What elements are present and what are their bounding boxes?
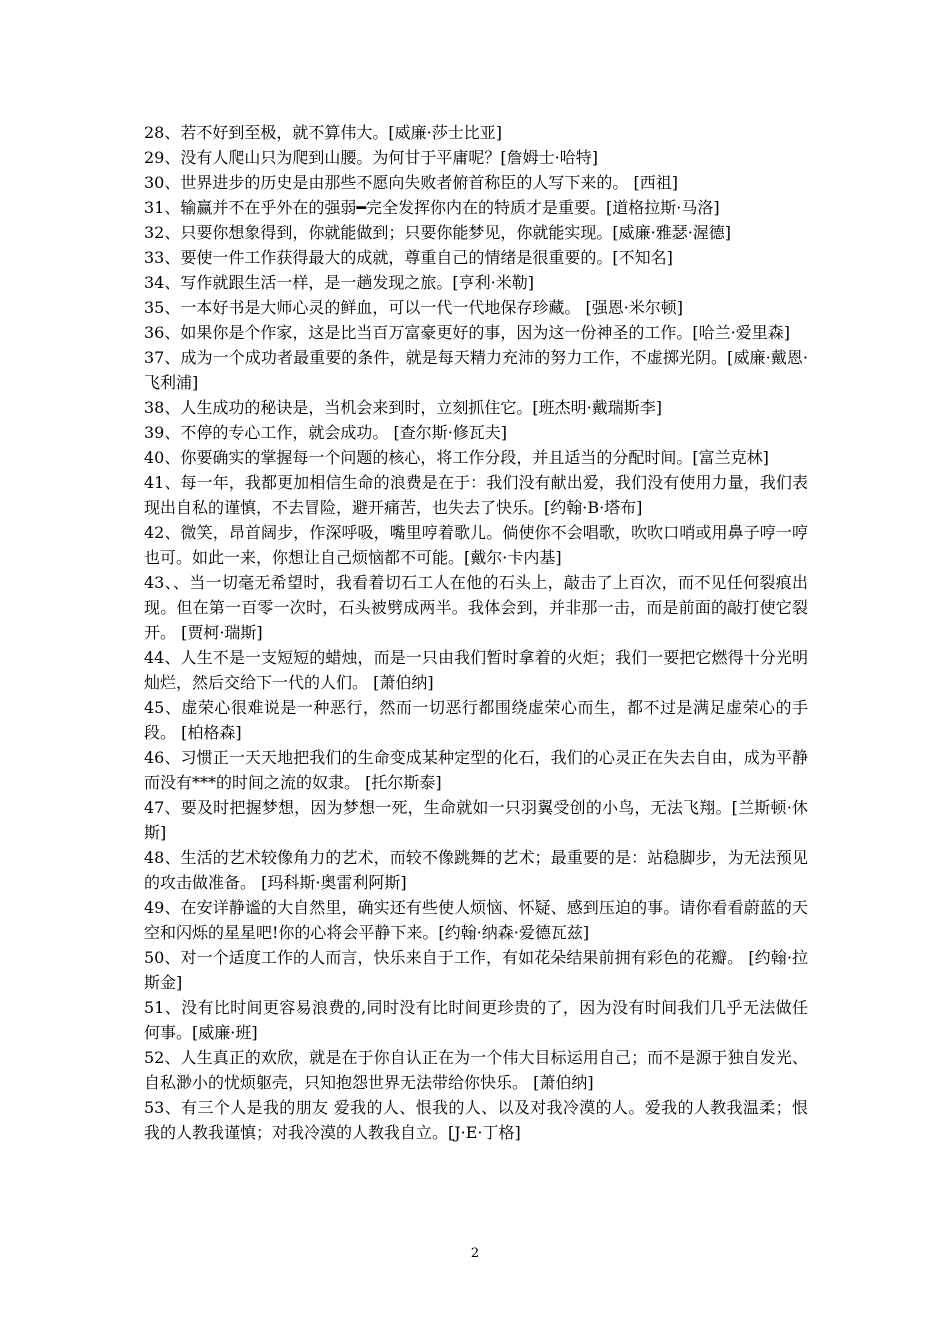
quote-36: 36、如果你是个作家，这是比当百万富豪更好的事，因为这一份神圣的工作。[哈兰·爱里森]	[144, 323, 790, 342]
quote-40: 40、你要确实的掌握每一个问题的核心，将工作分段，并且适当的分配时间。[富兰克林]	[144, 448, 769, 467]
quote-39: 39、不停的专心工作，就会成功。 [查尔斯·修瓦夫]	[144, 423, 508, 442]
quote-37: 37、成为一个成功者最重要的条件，就是每天精力充沛的努力工作，不虚掷光阴。[威廉·戴恩·飞利浦]	[144, 348, 808, 392]
quote-34: 34、写作就跟生活一样，是一趟发现之旅。[亨利·米勒]	[144, 273, 534, 292]
quote-45: 45、虚荣心很难说是一种恶行，然而一切恶行都围绕虚荣心而生，都不过是满足虚荣心的手段。 [柏格森]	[144, 698, 808, 742]
quote-32: 32、只要你想象得到，你就能做到；只要你能梦见，你就能实现。[威廉·雅瑟·渥德]	[144, 223, 732, 242]
quote-51: 51、没有比时间更容易浪费的,同时没有比时间更珍贵的了，因为没有时间我们几乎无法做任何事。[威廉·班]	[144, 998, 808, 1042]
quote-53: 53、有三个人是我的朋友 爱我的人、恨我的人、以及对我冷漠的人。爱我的人教我温柔；恨我的人教我谨慎；对我冷漠的人教我自立。[J·E·丁格]	[144, 1098, 808, 1142]
quote-31: 31、输赢并不在乎外在的强弱━完全发挥你内在的特质才是重要。[道格拉斯·马洛]	[144, 198, 720, 217]
quote-47: 47、要及时把握梦想，因为梦想一死，生命就如一只羽翼受创的小鸟，无法飞翔。[兰斯顿·休斯]	[144, 798, 808, 842]
quote-52: 52、人生真正的欢欣，就是在于你自认正在为一个伟大目标运用自己；而不是源于独自发光、自私渺小的忧烦躯壳，只知抱怨世界无法带给你快乐。 [萧伯纳]	[144, 1048, 808, 1092]
quote-30: 30、世界进步的历史是由那些不愿向失败者俯首称臣的人写下来的。 [西祖]	[144, 173, 678, 192]
quote-46: 46、习惯正一天天地把我们的生命变成某种定型的化石，我们的心灵正在失去自由，成为平静而没有***的时间之流的奴隶。 [托尔斯泰]	[144, 748, 808, 792]
quote-48: 48、生活的艺术较像角力的艺术，而较不像跳舞的艺术；最重要的是：站稳脚步，为无法预见的攻击做准备。 [玛科斯·奥雷利阿斯]	[144, 848, 808, 892]
quote-44: 44、人生不是一支短短的蜡烛，而是一只由我们暂时拿着的火炬；我们一要把它燃得十分光明灿烂，然后交给下一代的人们。 [萧伯纳]	[144, 648, 808, 692]
quote-28: 28、若不好到至极，就不算伟大。[威廉·莎士比亚]	[144, 123, 502, 142]
quote-41: 41、每一年，我都更加相信生命的浪费是在于：我们没有献出爱，我们没有使用力量，我们表现出自私的谨慎，不去冒险，避开痛苦，也失去了快乐。[约翰·B·塔布]	[144, 473, 808, 517]
quote-49: 49、在安详静谧的大自然里，确实还有些使人烦恼、怀疑、感到压迫的事。请你看看蔚蓝的天空和闪烁的星星吧!你的心将会平静下来。[约翰·纳森·爱德瓦兹]	[144, 898, 808, 942]
quote-29: 29、没有人爬山只为爬到山腰。为何甘于平庸呢？[詹姆士·哈特]	[144, 148, 598, 167]
quote-33: 33、要使一件工作获得最大的成就，尊重自己的情绪是很重要的。[不知名]	[144, 248, 673, 267]
quote-list	[144, 120, 808, 1145]
quote-50: 50、对一个适度工作的人而言，快乐来自于工作，有如花朵结果前拥有彩色的花瓣。 [约翰·拉斯金]	[144, 948, 808, 992]
quote-42: 42、微笑，昂首阔步，作深呼吸，嘴里哼着歌儿。倘使你不会唱歌，吹吹口哨或用鼻子哼一哼也可。如此一来，你想让自己烦恼都不可能。[戴尔·卡内基]	[144, 523, 808, 567]
quote-35: 35、一本好书是大师心灵的鲜血，可以一代一代地保存珍藏。 [强恩·米尔顿]	[144, 298, 684, 317]
quote-43: 43、、当一切毫无希望时，我看着切石工人在他的石头上，敲击了上百次，而不见任何裂痕出现。但在第一百零一次时，石头被劈成两半。我体会到，并非那一击，而是前面的敲打使它裂开。 [贾柯·瑞斯]	[144, 573, 808, 642]
page-number: 2	[470, 1246, 480, 1261]
quote-38: 38、人生成功的秘诀是，当机会来到时，立刻抓住它。[班杰明·戴瑞斯李]	[144, 398, 662, 417]
